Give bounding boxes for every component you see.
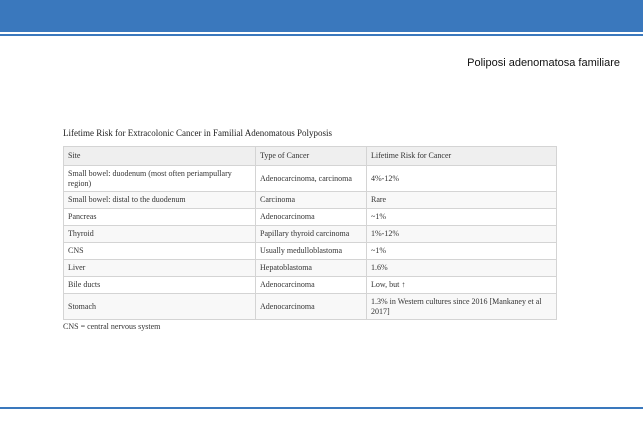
cell-type: Adenocarcinoma, carcinoma — [256, 166, 367, 192]
cell-risk: Low, but ↑ — [367, 277, 557, 294]
cell-risk: 1%-12% — [367, 226, 557, 243]
cell-site: Stomach — [64, 294, 256, 320]
cell-site: CNS — [64, 243, 256, 260]
footer-divider — [0, 407, 643, 409]
cell-type: Papillary thyroid carcinoma — [256, 226, 367, 243]
table-row — [64, 209, 557, 226]
table-row — [64, 294, 557, 320]
header-site: Site — [64, 147, 256, 166]
cell-site: Liver — [64, 260, 256, 277]
cell-site: Small bowel: distal to the duodenum — [64, 192, 256, 209]
header-bar — [0, 0, 643, 32]
cell-risk: 1.6% — [367, 260, 557, 277]
table-row — [64, 260, 557, 277]
header-lifetime-risk: Lifetime Risk for Cancer — [367, 147, 557, 166]
slide-title: Poliposi adenomatosa familiare — [467, 57, 620, 69]
cell-risk: 1.3% in Western cultures since 2016 [Mankaney et al 2017] — [367, 294, 557, 320]
cell-type: Hepatoblastoma — [256, 260, 367, 277]
cell-type: Usually medulloblastoma — [256, 243, 367, 260]
cell-site: Small bowel: duodenum (most often periampullary region) — [64, 166, 256, 192]
cell-site: Thyroid — [64, 226, 256, 243]
cell-type: Adenocarcinoma — [256, 209, 367, 226]
header-divider — [0, 34, 643, 36]
table-row — [64, 192, 557, 209]
table-row — [64, 226, 557, 243]
risk-table — [63, 146, 557, 320]
table-row — [64, 277, 557, 294]
cell-risk: Rare — [367, 192, 557, 209]
cell-type: Adenocarcinoma — [256, 277, 367, 294]
cell-site: Bile ducts — [64, 277, 256, 294]
cell-risk: 4%-12% — [367, 166, 557, 192]
cell-type: Carcinoma — [256, 192, 367, 209]
cell-risk: ~1% — [367, 243, 557, 260]
table-header-row — [64, 147, 557, 166]
table-footnote: CNS = central nervous system — [63, 322, 161, 331]
cell-type: Adenocarcinoma — [256, 294, 367, 320]
table-row — [64, 166, 557, 192]
table-title: Lifetime Risk for Extracolonic Cancer in Familial Adenomatous Polyposis — [63, 128, 332, 138]
table-row — [64, 243, 557, 260]
cell-site: Pancreas — [64, 209, 256, 226]
header-type-of-cancer: Type of Cancer — [256, 147, 367, 166]
cell-risk: ~1% — [367, 209, 557, 226]
